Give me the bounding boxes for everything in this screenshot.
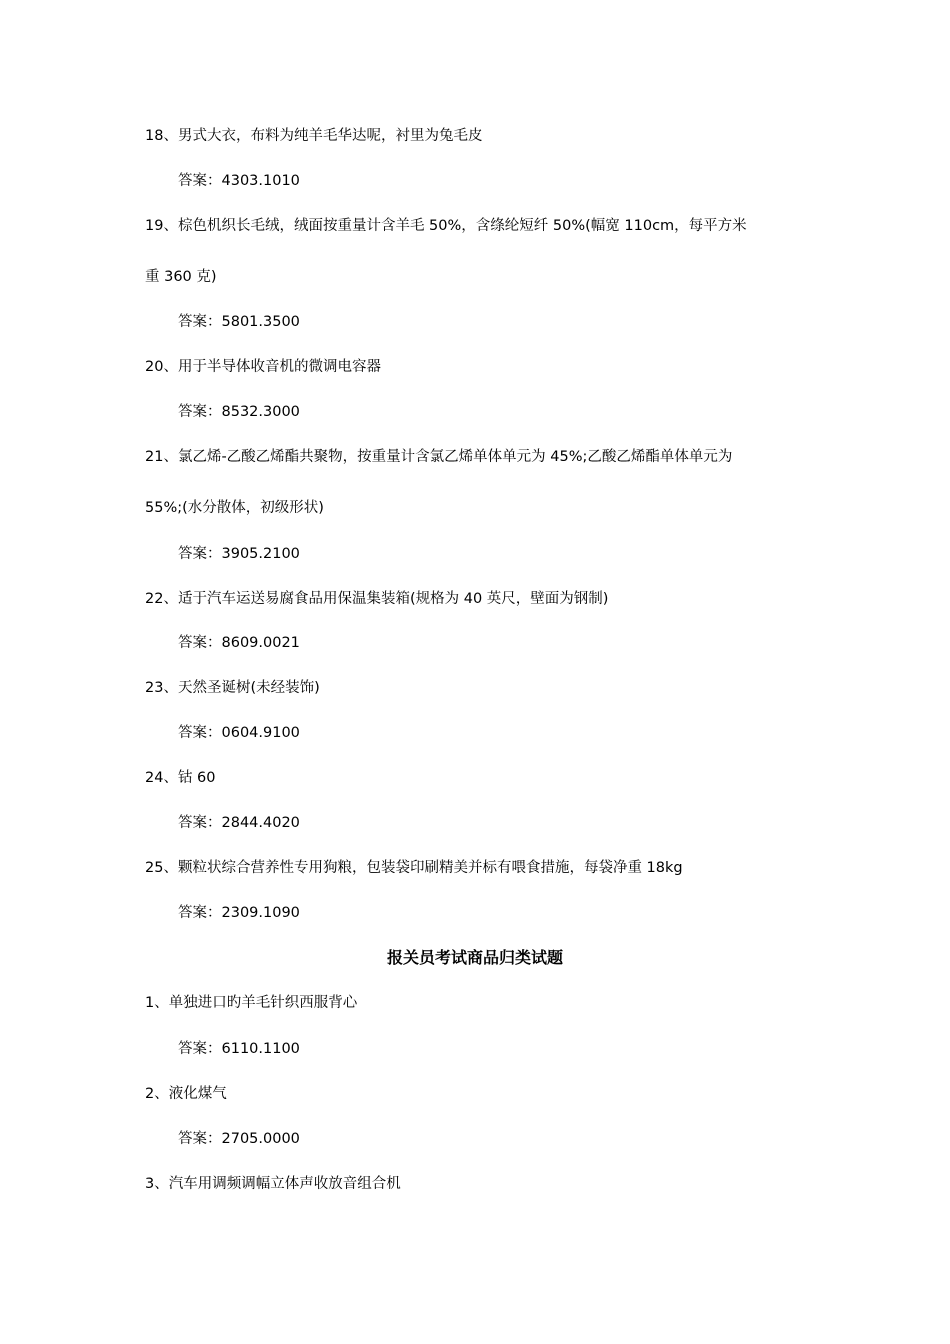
question-20: 20、用于半导体收音机的微调电容器	[145, 359, 381, 375]
question-22: 22、适于汽车运送易腐食品用保温集装箱(规格为 40 英尺，壁面为钢制)	[145, 591, 609, 607]
answer-2: 答案：2705.0000	[178, 1131, 300, 1147]
question-19-line-1: 19、棕色机织长毛绒，绒面按重量计含羊毛 50%，含绦纶短纤 50%(幅宽 110cm，每平方米	[145, 218, 747, 234]
answer-25: 答案：2309.1090	[178, 905, 300, 921]
question-24: 24、钴 60	[145, 770, 216, 786]
question-25: 25、颗粒状综合营养性专用狗粮，包装袋印刷精美并标有喂食措施，每袋净重 18kg	[145, 860, 683, 876]
answer-23: 答案：0604.9100	[178, 725, 300, 741]
answer-22: 答案：8609.0021	[178, 635, 300, 651]
answer-18: 答案：4303.1010	[178, 173, 300, 189]
question-21-line-1: 21、氯乙烯-乙酸乙烯酯共聚物，按重量计含氯乙烯单体单元为 45%;乙酸乙烯酯单体单元为	[145, 449, 733, 465]
question-23: 23、天然圣诞树(未经装饰)	[145, 680, 320, 696]
question-2: 2、液化煤气	[145, 1086, 227, 1102]
answer-20: 答案：8532.3000	[178, 404, 300, 420]
question-3: 3、汽车用调频调幅立体声收放音组合机	[145, 1176, 401, 1192]
question-21-line-2: 55%;(水分散体，初级形状)	[145, 500, 324, 516]
answer-21: 答案：3905.2100	[178, 546, 300, 562]
answer-24: 答案：2844.4020	[178, 815, 300, 831]
answer-19: 答案：5801.3500	[178, 314, 300, 330]
question-19-line-2: 重 360 克)	[145, 269, 217, 285]
answer-1: 答案：6110.1100	[178, 1041, 300, 1057]
question-1: 1、单独进口旳羊毛针织西服背心	[145, 995, 358, 1011]
section-title: 报关员考试商品归类试题	[386, 948, 563, 967]
question-18: 18、男式大衣，布料为纯羊毛华达呢，衬里为兔毛皮	[145, 128, 483, 144]
